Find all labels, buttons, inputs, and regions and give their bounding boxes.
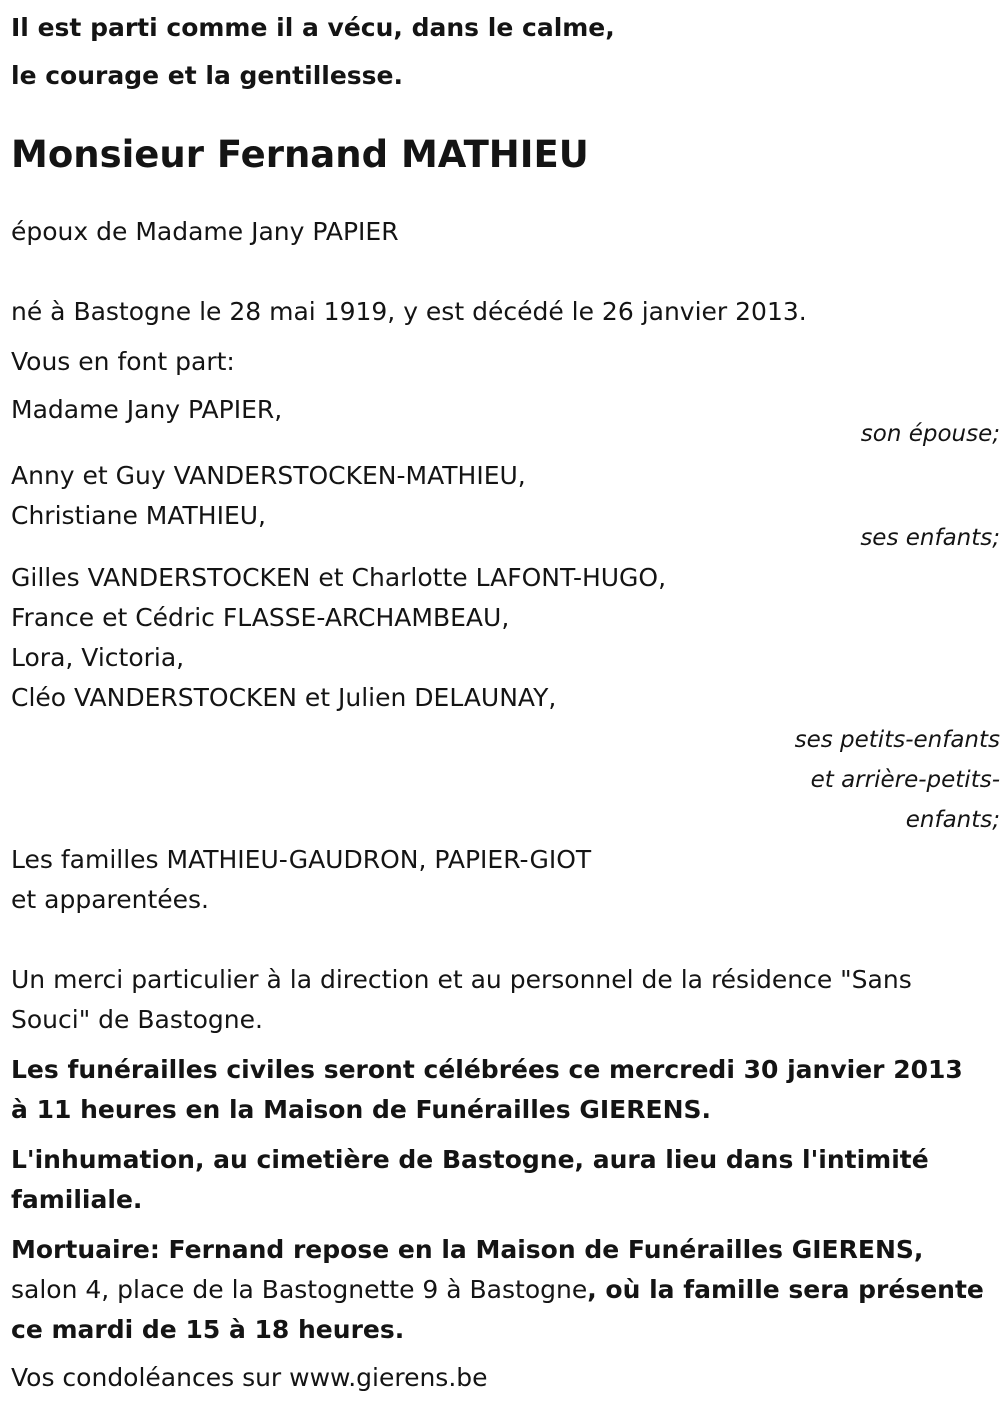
spouse-line: époux de Madame Jany PAPIER: [11, 217, 399, 246]
grandchildren-relation-1: ses petits-enfants: [794, 727, 1000, 753]
deceased-name: Monsieur Fernand MATHIEU: [11, 133, 589, 176]
spouse-name: Madame Jany PAPIER,: [11, 395, 283, 424]
spouse-relation: son épouse;: [860, 421, 1000, 447]
burial-paragraph: L'inhumation, au cimetière de Bastogne, aura lieu dans l'intimité familiale.: [11, 1145, 929, 1214]
child-name-1: Anny et Guy VANDERSTOCKEN-MATHIEU,: [11, 461, 526, 490]
grandchild-name-4: Cléo VANDERSTOCKEN et Julien DELAUNAY,: [11, 683, 557, 712]
epigraph-line-2: le courage et la gentillesse.: [11, 61, 404, 90]
thanks-paragraph: Un merci particulier à la direction et au personnel de la résidence "Sans Souci" de Bastogne.: [11, 965, 912, 1034]
grandchildren-relation-2: et arrière-petits-: [810, 767, 1000, 793]
grandchild-name-1: Gilles VANDERSTOCKEN et Charlotte LAFONT-HUGO,: [11, 563, 667, 592]
grandchild-name-3: Lora, Victoria,: [11, 643, 185, 672]
funeral-paragraph: Les funérailles civiles seront célébrées ce mercredi 30 janvier 2013 à 11 heures en la Maison de Funérailles GIERENS.: [11, 1055, 963, 1124]
condolences-line: Vos condoléances sur www.gierens.be: [11, 1363, 488, 1392]
epigraph-line-1: Il est parti comme il a vécu, dans le calme,: [11, 13, 615, 42]
birth-death-line: né à Bastogne le 28 mai 1919, y est décédé le 26 janvier 2013.: [11, 297, 807, 326]
mortuary-part-3: , où la famille sera présente ce mardi de 15 à 18 heures.: [11, 1275, 984, 1344]
mortuary-paragraph: [11, 1230, 986, 1350]
mortuary-part-2: salon 4, place de la Bastognette 9 à Bastogne: [11, 1275, 588, 1304]
child-name-2: Christiane MATHIEU,: [11, 501, 267, 530]
grandchildren-relation-3: enfants;: [905, 807, 1000, 833]
families-line-1: Les familles MATHIEU-GAUDRON, PAPIER-GIOT: [11, 845, 592, 874]
families-line-2: et apparentées.: [11, 885, 209, 914]
children-relation: ses enfants;: [860, 525, 1000, 551]
mortuary-part-1: Mortuaire: Fernand repose en la Maison de Funérailles GIERENS,: [11, 1235, 924, 1264]
announce-line: Vous en font part:: [11, 347, 235, 376]
obituary-notice: [11, 8, 1000, 1398]
grandchild-name-2: France et Cédric FLASSE-ARCHAMBEAU,: [11, 603, 510, 632]
